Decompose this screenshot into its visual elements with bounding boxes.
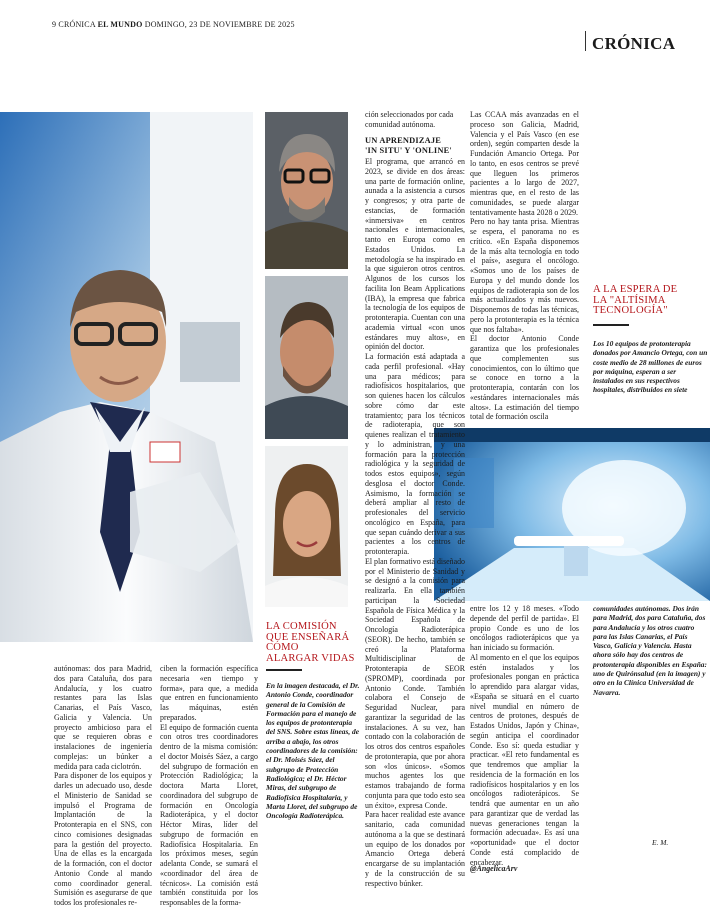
article-text-bottom-1: autónomas: dos para Madrid, dos para Cataluña, dos para Andalucía, y los cuatro restantes para las Islas Canarias, el País Vasco, Galicia y Valencia. Un proyecto ambicioso para el que se requieren obras e instalaciones de ingeniería complejas: un búnker a medida para cada ciclotrón. Para disponer de los equipos y darles un adecuado uso, desde el Ministerio de Sanidad se impulsó el Programa de Implantación de la Protonterapia en el SNS, con cinco comisiones designadas para la gestión del proyecto. Una de ellas es la encargada de la formación, con el doctor Antonio Conde al mando como coordinador general. Sumisión es asegurarse de que todos los profesionales re- [54,664,152,907]
caption-right-top: Los 10 equipos de protonterapia donados por Amancio Ortega, con un coste medio de 28 millones de euros por máquina, esperan a ser instalados en sus respectivos hospitales, distribuidos en siete [593,339,708,395]
page-number: 9 [52,20,57,29]
article-text-right-top: Las CCAA más avanzadas en el proceso son Galicia, Madrid, Valencia y el País Vasco (en ese orden), según comparten desde la Fundación Amancio Ortega. Por lo tanto, en esos centros se prevé que lleguen los primeros pacientes a lo largo de 2027, mientras que, en el resto de las comunidades, se puede alargar tentativamente hasta 2028 o 2029. Pero no hay tanta prisa. Mientras se espera, el panorama no es crítico. «En España disponemos de la más alta tecnología en todo el país», asegura el oncólogo. «Somos uno de los países de Europa y del mundo donde los equipos de radioterapia son de los más actualizados y más nuevos. Disponemos de todas las técnicas, pero la protonterapia es la técnica que nos faltaba». El doctor Antonio Conde garantiza que los profesionales que complementen sus conocimientos, con lo último que se conoce en torno a la protonterapia, contarán con los «estándares internacionales más altos». La estimación del tiempo total de formación oscila [470,110,579,422]
article-text-bottom-2: ciben la formación específica necesaria «en tiempo y forma», para que, a medida que entren en funcionamiento las máquinas, estén preparados. El equipo de formación cuenta con otros tres coordinadores dentro de la misma comisión: el doctor Moisés Sáez, a cargo del subgrupo de formación en Protección Radiológica; la doctora Marta Lloret, coordinadora del subgrupo de formación en Oncología Radioterápica, y el doctor Héctor Miras, líder del subgrupo de formación en Radiofísica Hospitalaria. En los próximos meses, según adelanta Conde, se sumará el «coordinador del área de técnicos». La comisión está también constituida por los responsables de la forma- [160,664,258,907]
section-title: CRÓNICA [592,34,676,53]
section-subhead: UN APRENDIZAJE 'IN SITU' Y 'ONLINE' [365,136,452,155]
issue-date: DOMINGO, 23 DE NOVIEMBRE DE 2025 [144,20,295,29]
kicker-left-rule [266,669,302,671]
proton-therapy-room-photo [434,428,710,601]
doctor-portrait-photo [0,112,253,642]
kicker-right-rule [593,324,629,326]
paper-name: EL MUNDO [97,20,143,29]
byline-handle: @AngelicaArv [470,864,518,873]
header-divider [585,31,586,51]
caption-right-bottom: comunidades autónomas. Dos irán para Madrid, dos para Cataluña, dos para Andalucía y los otros cuatro para las Islas Canarias, el País Vasco, Galicia y Valencia. Hasta ahora sólo hay dos centros de protonterapia disponibles en España: uno de Quirónsalud (en la imagen) y otro en la Clínica Universidad de Navarra. [593,604,707,697]
kicker-right: A LA ESPERA DE LA "ALTÍSIMA TECNOLOGÍA" [593,284,678,317]
kicker-left: LA COMISIÓN QUE ENSEÑARÁ CÓMO ALARGAR VIDAS [266,621,355,664]
section-small: CRÓNICA [58,20,96,29]
man-glasses-portrait-photo [265,112,348,269]
caption-left: En la imagen destacada, el Dr. Antonio Conde, coordinador general de la Comisión de Formación para el manejo de los equipos de protonterapia del SNS. Sobre estas líneas, de arriba a abajo, los otros coordinadores de la comisión: el Dr. Moisés Sáez, del subgrupo de Protección Radiológica; el Dr. Héctor Miras, del subgrupo de Radiofísica Hospitalaria, y Marta Lloret, del subgrupo de Oncología Radioterápica. [266,681,360,821]
woman-portrait-photo [265,446,348,607]
article-text-mid-top: ción seleccionados por cada comunidad autónoma. [365,110,454,129]
man-beard-portrait-photo [265,276,348,439]
caption-author: E. M. [652,838,669,847]
article-text-mid: El programa, que arrancó en 2023, se divide en dos áreas: una parte de formación online, aunada a la asistencia a cursos y congresos; y otra parte de estancias, de formación «inmersiva» en centros nacionales e internacionales, tanto en Europa como en Estados Unidos. La metodología se ha inspirado en la que siguieron otros centros. Algunos de los cursos los facilita Ion Beam Applications (IBA), la empresa que fabrica la tecnología de los equipos de protonterapia. Cuentan con una academia virtual «con unos estándares muy altos», en opinión del doctor. La formación está adaptada a cada perfil profesional. «Hay una para médicos; para radiofísicos hospitalarios, que son quienes hacen los cálculos sobre cómo dar este tratamiento; para los técnicos de radioterapia, que son quienes realizan el tratamiento y lo administran, y una formación para la protección radiológica y la seguridad de todos estos equipos», según desglosa el doctor Conde. Asimismo, la formación se deberá ampliar al resto de profesionales del servicio oncológico en España, para que sepan cuándo derivar a sus pacientes a los centros de protonterapia. El plan formativo está diseñado por el Ministerio de Sanidad y se designó a la comisión para realizarla. En ella también participan la Sociedad Española de Física Médica y la Sociedad Española de Oncología Radioterápica (SEOR). De hecho, también se creó la Plataforma Multidisciplinar de Protonterapia de SEOR (SPROMP), coordinada por Antonio Conde. También colabora el Consejo de Seguridad Nuclear, para garantizar la seguridad de las instalaciones. A su vez, han contado con la colaboración de los otros dos centros españoles de protonterapia, que por ahora son «los únicos». «Somos muchos agentes los que estamos trabajando de forma conjunta para que todo esto sea un éxito», expresa Conde. Para hacer realidad este avance sanitario, cada comunidad autónoma a la que se destinará un equipo de los donados por Amancio Ortega deberá encargarse de su implantación y de la construcción de su respectivo búnker. [365,157,465,888]
page-header [52,20,295,29]
article-text-right-bottom: entre los 12 y 18 meses. «Todo depende del perfil de partida». El propio Conde es uno de los oncólogos radioterápicos que ya han iniciado su formación. Al momento en el que los equipos estén instalados y los profesionales pongan en práctica lo aprendido para alargar vidas, «España se situará en el cuarto nivel mundial en número de centros de protones, después de Estados Unidos, Japón y China», según anticipa el coordinador Conde. Eso sí: queda estudiar y practicar. «El reto fundamental es que tendremos que ampliar la residencia de la formación en los radiofísicos hospitalarios y en los oncólogos radioterápicos. Se tendrá que aumentar en un año para garantizar que de verdad las nuevas generaciones tengan la formación adecuada». Es así una «oportunidad» que el doctor Conde está complacido de encabezar. [470,604,579,867]
